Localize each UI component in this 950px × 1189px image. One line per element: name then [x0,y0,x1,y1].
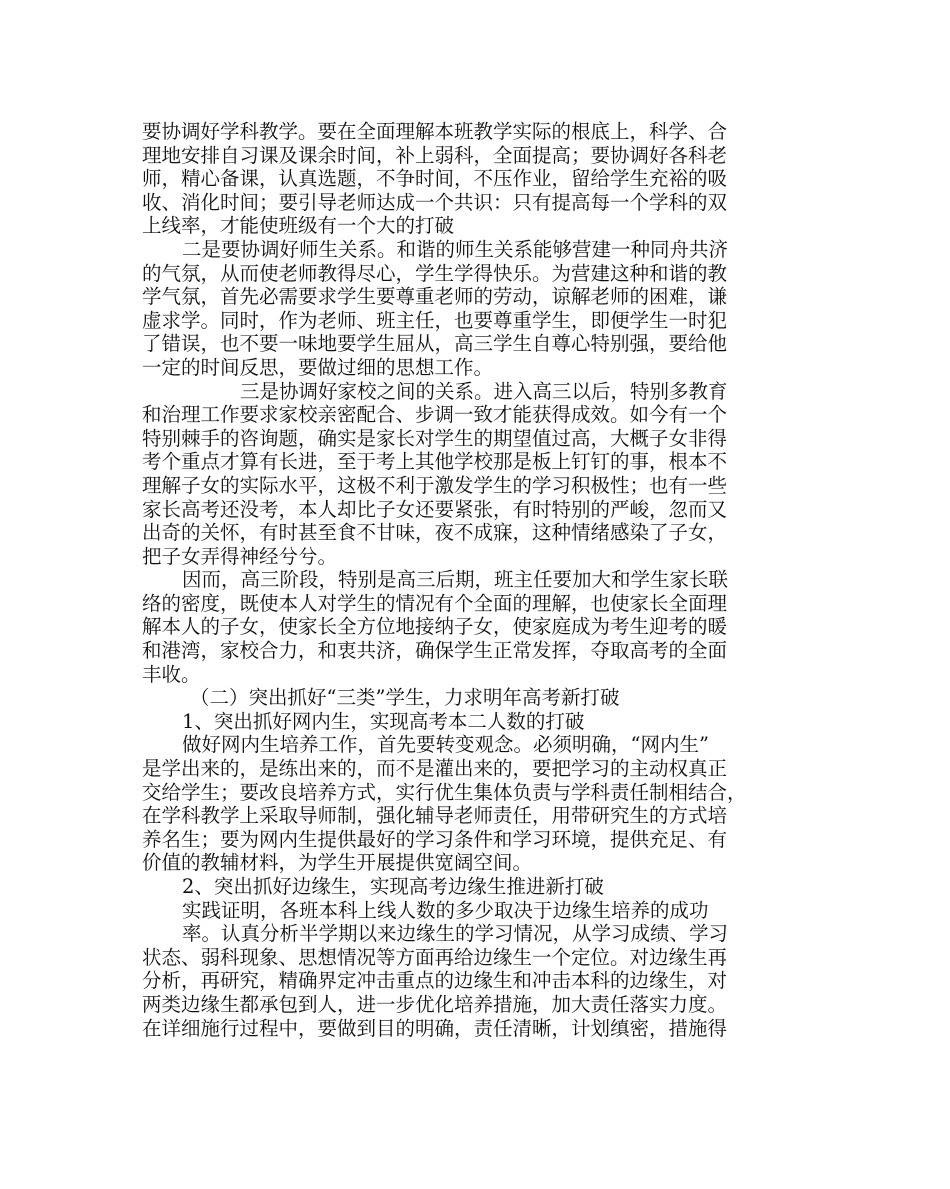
text-line: 交给学生；要改良培养方式，实行优生集体负责与学科责任制相结合， [142,780,747,804]
text-line: 师，精心备课，认真选题，不争时间，不压作业，留给学生充裕的吸 [142,167,728,191]
text-line: 收、消化时间；要引导老师达成一个共识：只有提高每一个学科的双 [142,190,728,214]
text-line: 的气氛，从而使老师教得尽心，学生学得快乐。为营建这种和谐的教 [142,261,728,285]
text-line: 率。认真分析半学期以来边缘生的学习情况，从学习成绩、学习 [182,922,729,946]
text-line: 把子女弄得神经兮兮。 [142,544,338,568]
text-line: 考个重点才算有长进，至于考上其他学校那是板上钉钉的事，根本不 [142,450,728,474]
text-line: 家长高考还没考，本人却比子女还要紧张，有时特别的严峻，忽而又 [142,497,728,521]
subsection-heading: 1、突出抓好网内生，实现高考本二人数的打破 [182,709,585,733]
text-line: 实践证明，各班本科上线人数的多少取决于边缘生培养的成功 [182,898,709,922]
text-line: 状态、弱科现象、思想情况等方面再给边缘生一个定位。对边缘生再 [142,945,728,969]
text-line: 要协调好学科教学。要在全面理解本班教学实际的根底上，科学、合 [142,120,728,143]
text-line: 丰收。 [142,662,201,686]
text-line: 在详细施行过程中，要做到目的明确，责任清晰，计划缜密，措施得 [142,1016,728,1040]
text-line: 了错误，也不要一味地要学生屈从，高三学生自尊心特别强，要给他 [142,332,728,356]
text-line: 虚求学。同时，作为老师、班主任，也要尊重学生，即便学生一时犯 [142,308,728,332]
text-line: 价值的教辅材料，为学生开展提供宽阔空间。 [142,851,533,875]
text-line: 理地安排自习课及课余时间，补上弱科，全面提高；要协调好各科老 [142,143,728,167]
text-line: 二是要协调好师生关系。和谐的师生关系能够营建一种同舟共济 [182,237,729,261]
text-line: 三是协调好家校之间的关系。进入高三以后，特别多教育 [240,379,728,403]
text-line: 解本人的子女，使家长全方位地接纳子女，使家庭成为考生迎考的暖 [142,615,728,639]
section-heading: （二）突出抓好“三类”学生，力求明年高考新打破 [190,686,620,710]
text-line: 出奇的关怀，有时甚至食不甘味，夜不成寐，这种情绪感染了子女， [142,521,728,545]
text-line: 上线率，才能使班级有一个大的打破 [142,214,455,238]
text-line: 和港湾，家校合力，和衷共济，确保学生正常发挥，夺取高考的全面 [142,639,728,663]
text-line: 络的密度，既使本人对学生的情况有个全面的理解，也使家长全面理 [142,591,728,615]
text-line: 和治理工作要求家校亲密配合、步调一致才能获得成效。如今有一个 [142,403,728,427]
text-line: 学气氛，首先必需要求学生要尊重老师的劳动，谅解老师的困难，谦 [142,285,728,309]
text-line: 做好网内生培养工作，首先要转变观念。必须明确，“网内生” [182,733,709,757]
text-line: 养名生；要为网内生提供最好的学习条件和学习环境，提供充足、有 [142,827,728,851]
subsection-heading: 2、突出抓好边缘生，实现高考边缘生推进新打破 [182,875,604,898]
body-text [142,120,822,1040]
text-line: 两类边缘生都承包到人，进一步优化培养措施，加大责任落实力度。 [142,992,728,1016]
text-line: 一定的时间反思，要做过细的思想工作。 [142,355,494,379]
text-line: 分析，再研究，精确界定冲击重点的边缘生和冲击本科的边缘生，对 [142,969,728,993]
text-line: 因而，高三阶段，特别是高三后期，班主任要加大和学生家长联 [182,568,729,592]
text-line: 理解子女的实际水平，这极不利于激发学生的学习积极性；也有一些 [142,473,728,497]
text-line: 是学出来的，是练出来的，而不是灌出来的，要把学习的主动权真正 [142,757,728,781]
text-line: 在学科教学上采取导师制，强化辅导老师责任，用带研究生的方式培 [142,804,728,828]
text-line: 特别棘手的咨询题，确实是家长对学生的期望值过高，大概子女非得 [142,426,728,450]
